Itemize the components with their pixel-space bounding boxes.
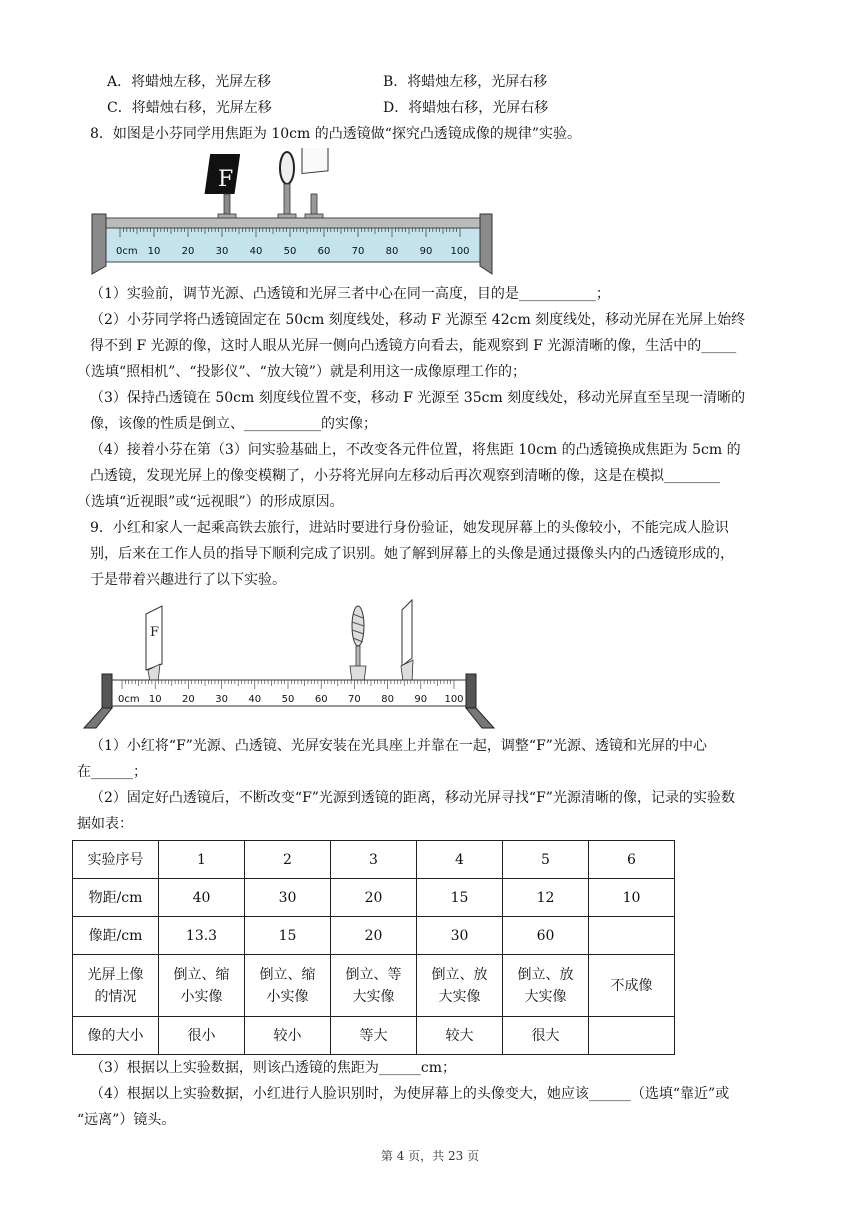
table-cell [589,1017,675,1055]
table-cell: 倒立、等 大实像 [331,955,417,1017]
table-cell: 40 [159,879,245,917]
table-cell: 30 [245,879,331,917]
q9-stem-line3: 于是带着兴趣进行了以下实验。 [90,572,286,588]
table-cell: 1 [159,841,245,879]
ruler-tick-label: 90 [414,694,428,705]
table-cell: 等大 [331,1017,417,1055]
q9-stem-line2: 别，后来在工作人员的指导下顺利完成了识别。她了解到屏幕上的头像是通过摄像头内的凸透镜形成的， [90,546,734,562]
ruler-unit-label: 0cm [116,246,138,257]
ruler-tick-label: 40 [248,694,262,705]
q9-part1-line1: （1）小红将“F”光源、凸透镜、光屏安装在光具座上并靠在一起，调整“F”光源、透镜和光屏的中心 [90,738,707,754]
q8-part2-line3: （选填“照相机”、“投影仪”、“放大镜”）就是利用这一成像原理工作的； [77,364,526,380]
table-cell: 2 [245,841,331,879]
table-row [73,841,675,879]
ruler-tick-label: 20 [181,246,195,257]
ruler-tick-label: 20 [182,694,195,705]
ruler-tick-label: 80 [385,246,399,257]
table-header-cell: 实验序号 [73,841,159,879]
table-cell: 20 [331,917,417,955]
option-c: C．将蜡烛右移，光屏左移 [107,100,272,116]
q8-part2-line1: （2）小芬同学将凸透镜固定在 50cm 刻度线处，移动 F 光源至 42cm 刻度线处，移动光屏在光屏上始终 [90,312,746,328]
ruler-tick-label: 60 [317,246,331,257]
table-cell: 13.3 [159,917,245,955]
table-row [73,917,675,955]
table-header-cell: 物距/cm [73,879,159,917]
ruler-tick-label: 60 [314,694,328,705]
table-cell: 倒立、放 大实像 [503,955,589,1017]
q9-part2-line2: 据如表： [77,816,133,832]
table-cell: 12 [503,879,589,917]
ruler-tick-label: 70 [351,246,365,257]
table-row [73,879,675,917]
q8-part3-line1: （3）保持凸透镜在 50cm 刻度线位置不变，移动 F 光源至 35cm 刻度线处，移动光屏直至呈现一清晰的 [90,390,746,406]
ruler-tick-label: 10 [147,246,161,257]
table-cell: 较大 [417,1017,503,1055]
q9-part2-line1: （2）固定好凸透镜后，不断改变“F”光源到透镜的距离，移动光屏寻找“F”光源清晰的像，记录的实验数 [90,790,735,806]
table-cell: 15 [417,879,503,917]
table-cell: 15 [245,917,331,955]
table-header-cell: 像的大小 [73,1017,159,1055]
table-header-cell: 像距/cm [73,917,159,955]
q9-part1-line2: 在______； [77,764,147,780]
ruler-tick-label: 40 [249,246,263,257]
table-cell: 5 [503,841,589,879]
option-a: A．将蜡烛左移，光屏左移 [107,74,272,90]
q8-part2-line2: 得不到 F 光源的像，这时人眼从光屏一侧向凸透镜方向看去，能观察到 F 光源清晰的像，生活中的_____ [90,338,737,354]
page-footer: 第 4 页，共 23 页 [380,1149,480,1163]
table-cell: 不成像 [589,955,675,1017]
ruler-tick-label: 30 [215,694,228,705]
ruler-unit-label: 0cm [118,694,140,705]
table-cell: 3 [331,841,417,879]
q9-part4-line2: “远离”）镜头。 [77,1112,176,1128]
table-cell: 60 [503,917,589,955]
table-cell: 10 [589,879,675,917]
option-b: B．将蜡烛左移，光屏右移 [383,74,548,90]
table-row [73,955,675,1017]
q8-part4-line3: （选填“近视眼”或“远视眼”）的形成原因。 [77,494,344,510]
ruler-tick-label: 100 [450,246,470,257]
q8-f-letter: F [218,167,234,192]
q9-part3: （3）根据以上实验数据，则该凸透镜的焦距为______cm； [90,1060,457,1076]
table-cell: 倒立、放 大实像 [417,955,503,1017]
q8-part4-line1: （4）接着小芬在第（3）问实验基础上，不改变各元件位置，将焦距 10cm 的凸透镜换成焦距为 5cm 的 [90,442,741,458]
q9-optical-bench-figure [82,596,502,732]
ruler-tick-label: 50 [281,694,295,705]
q9-f-letter: F [150,625,160,640]
q8-stem: 8．如图是小芬同学用焦距为 10cm 的凸透镜做“探究凸透镜成像的规律”实验。 [90,126,582,142]
ruler-tick-label: 80 [381,694,394,705]
table-cell: 30 [417,917,503,955]
q8-part4-line2: 凸透镜，发现光屏上的像变模糊了，小芬将光屏向左移动后再次观察到清晰的像，这是在模拟________ [90,468,720,484]
ruler-tick-label: 10 [148,694,162,705]
table-cell: 倒立、缩 小实像 [245,955,331,1017]
table-cell: 较小 [245,1017,331,1055]
q9-part4-line1: （4）根据以上实验数据，小红进行人脸识别时，为使屏幕上的头像变大，她应该______（选填“靠近”或 [90,1086,730,1102]
ruler-tick-label: 100 [444,694,464,705]
q8-part3-line2: 像，该像的性质是倒立、___________的实像； [90,416,377,432]
q9-stem-line1: 9．小红和家人一起乘高铁去旅行，进站时要进行身份验证，她发现屏幕上的头像较小，不能完成人脸识 [90,520,729,536]
q8-part1: （1）实验前，调节光源、凸透镜和光屏三者中心在同一高度，目的是___________； [90,286,610,302]
table-cell [589,917,675,955]
table-cell: 倒立、缩 小实像 [159,955,245,1017]
table-cell: 6 [589,841,675,879]
ruler-tick-label: 30 [215,246,229,257]
table-cell: 4 [417,841,503,879]
table-header-cell: 光屏上像 的情况 [73,955,159,1017]
table-cell: 20 [331,879,417,917]
experiment-data-table [72,840,675,1055]
table-row [73,1017,675,1055]
table-cell: 很大 [503,1017,589,1055]
ruler-tick-label: 70 [348,694,361,705]
option-d: D．将蜡烛右移，光屏右移 [383,100,549,116]
ruler-tick-label: 50 [283,246,297,257]
table-cell: 很小 [159,1017,245,1055]
ruler-tick-label: 90 [419,246,433,257]
q8-optical-bench-figure [88,148,498,276]
